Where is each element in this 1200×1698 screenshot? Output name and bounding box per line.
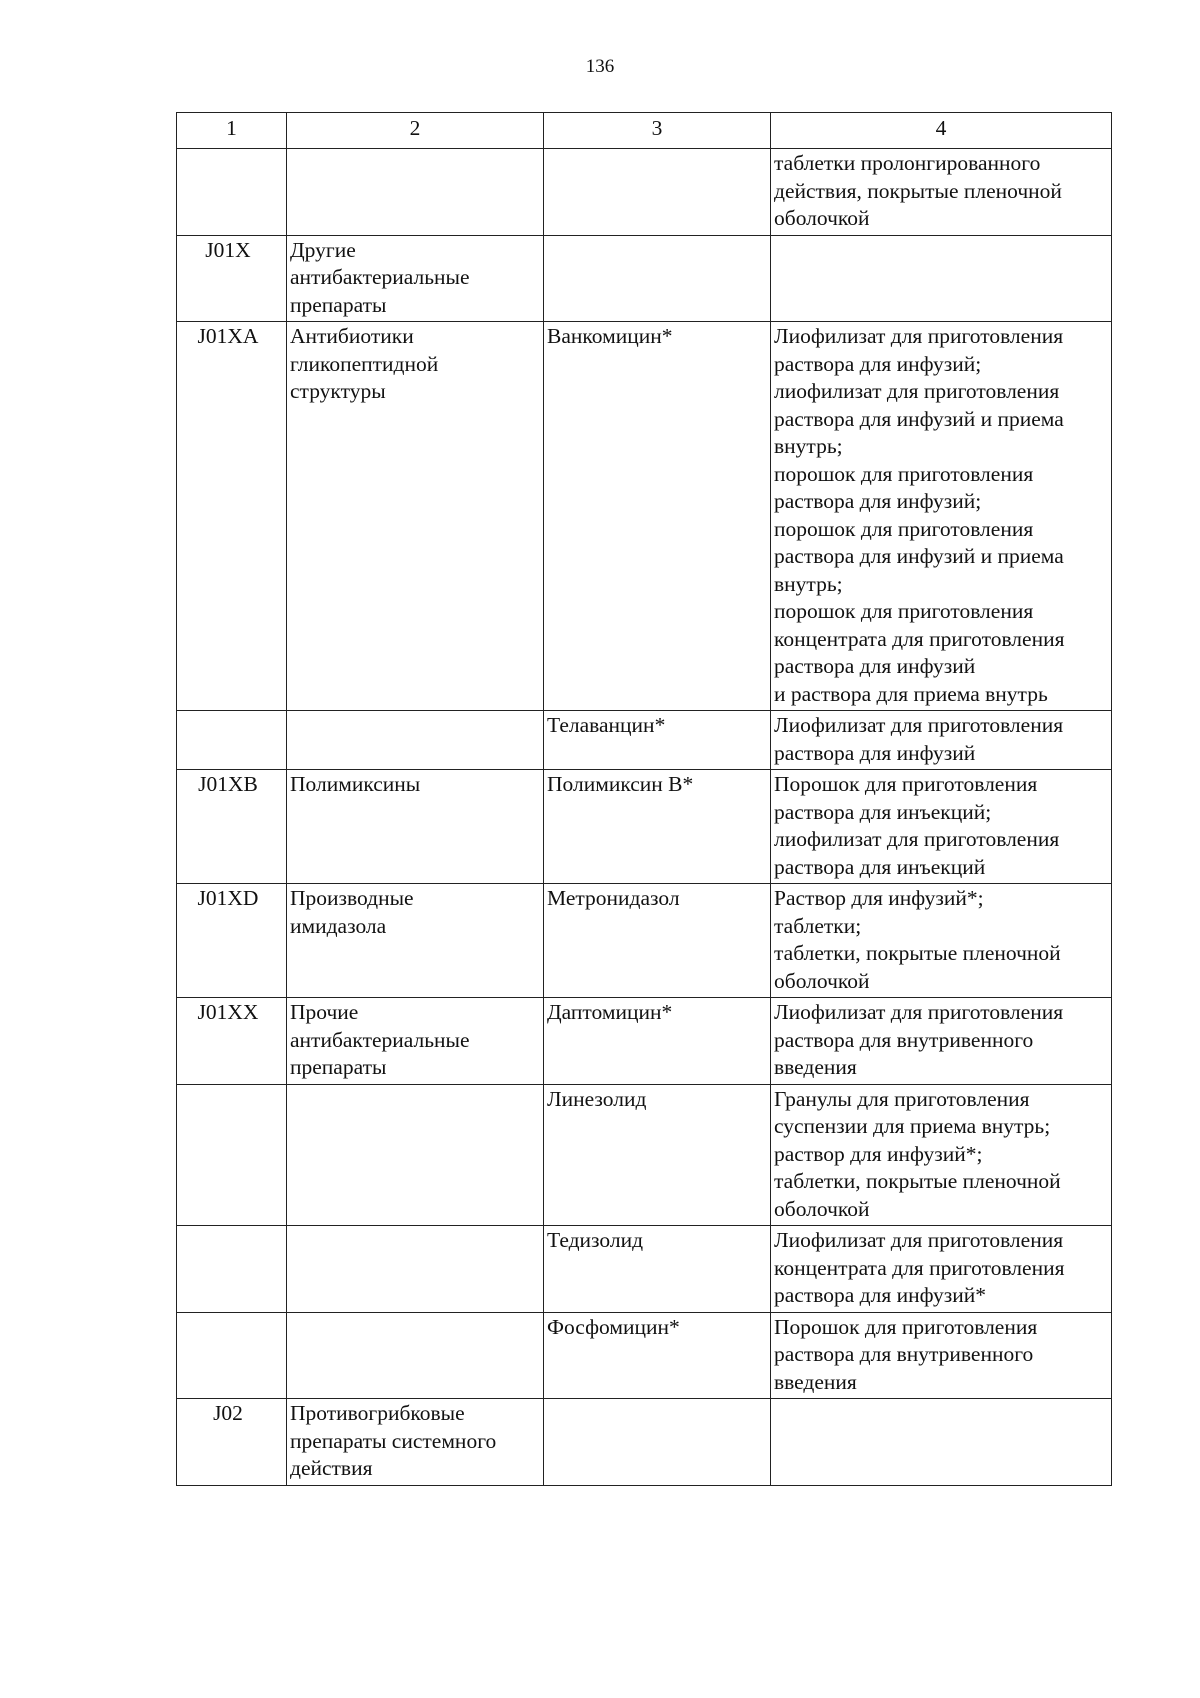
dosage-forms-cell — [771, 1312, 1112, 1399]
dosage-form-line: раствора для внутривенного — [774, 1027, 1034, 1052]
atc-code-cell — [177, 1399, 287, 1486]
dosage-form-line: порошок для приготовления — [774, 461, 1034, 486]
drug-name-cell — [544, 998, 771, 1085]
dosage-form-line: Лиофилизат для приготовления — [774, 324, 1064, 348]
dosage-form-line: раствора для инфузий; — [774, 489, 982, 513]
table-row — [177, 884, 1112, 998]
drug-name: Фосфомицин* — [547, 1314, 680, 1339]
dosage-form-line: Лиофилизат для приготовления — [774, 713, 1064, 737]
atc-code: J01XB — [198, 772, 258, 796]
atc-code: J01X — [205, 237, 251, 262]
group-name-line: действия — [290, 1456, 373, 1480]
drug-name: Ванкомицин* — [547, 324, 673, 348]
atc-code-cell — [177, 1226, 287, 1313]
atc-code-cell — [177, 998, 287, 1085]
dosage-form-line: оболочкой — [774, 206, 870, 230]
dosage-forms-cell — [771, 235, 1112, 322]
dosage-form-line: суспензии для приема внутрь; — [774, 1114, 1051, 1138]
group-name-cell — [287, 711, 544, 770]
dosage-form-line: действия, покрытые пленочной — [774, 178, 1062, 203]
dosage-form-line: Лиофилизат для приготовления — [774, 1228, 1064, 1252]
dosage-form-line: внутрь; — [774, 571, 843, 596]
dosage-forms-cell — [771, 884, 1112, 998]
dosage-forms-cell — [771, 770, 1112, 884]
dosage-form-line: таблетки, покрытые пленочной — [774, 941, 1061, 965]
group-name-cell — [287, 1084, 544, 1226]
drug-name-cell — [544, 1312, 771, 1399]
table-row — [177, 1226, 1112, 1313]
dosage-forms-cell — [771, 1399, 1112, 1486]
dosage-form-line: Порошок для приготовления — [774, 772, 1038, 796]
dosage-form-line: Раствор для инфузий*; — [774, 886, 984, 910]
group-name-cell — [287, 235, 544, 322]
dosage-form-line: Гранулы для приготовления — [774, 1086, 1030, 1111]
atc-code: J01XD — [197, 886, 259, 910]
dosage-form-line: введения — [774, 1369, 857, 1394]
group-name-cell — [287, 1399, 544, 1486]
drug-name-cell — [544, 1399, 771, 1486]
drug-name: Тедизолид — [547, 1228, 644, 1252]
dosage-forms-cell — [771, 711, 1112, 770]
atc-code-cell — [177, 1312, 287, 1399]
dosage-form-line: и раствора для приема внутрь — [774, 681, 1048, 706]
table-row — [177, 149, 1112, 236]
group-name-line: Другие — [290, 237, 356, 262]
atc-code-cell — [177, 884, 287, 998]
group-name-cell — [287, 998, 544, 1085]
table-row — [177, 1312, 1112, 1399]
atc-code-cell — [177, 149, 287, 236]
group-name-cell — [287, 322, 544, 711]
page-number: 136 — [585, 56, 615, 77]
dosage-form-line: раствора для инфузий — [774, 654, 976, 678]
table-row — [177, 711, 1112, 770]
dosage-form-line: лиофилизат для приготовления — [774, 827, 1060, 851]
group-name-line: антибактериальные — [290, 265, 470, 289]
group-name-cell — [287, 149, 544, 236]
dosage-form-line: раствора для инфузий и приема — [774, 544, 1064, 568]
header-cell-1: 1 — [177, 113, 287, 149]
atc-code-cell — [177, 711, 287, 770]
group-name-cell — [287, 1226, 544, 1313]
drug-name: Линезолид — [547, 1086, 647, 1111]
dosage-form-line: порошок для приготовления — [774, 599, 1034, 623]
drug-name-cell — [544, 149, 771, 236]
dosage-form-line: раствора для инфузий* — [774, 1283, 986, 1307]
header-cell-2: 2 — [287, 113, 544, 149]
group-name-cell — [287, 1312, 544, 1399]
atc-code-cell — [177, 322, 287, 711]
group-name-line: структуры — [290, 379, 386, 403]
dosage-forms-cell — [771, 322, 1112, 711]
group-name-line: Антибиотики — [290, 324, 414, 348]
drug-name: Телаванцин* — [547, 713, 666, 737]
drug-name-cell — [544, 711, 771, 770]
group-name-line: гликопептидной — [290, 351, 439, 376]
dosage-form-line: лиофилизат для приготовления — [774, 379, 1060, 403]
dosage-form-line: порошок для приготовления — [774, 516, 1034, 541]
group-name-line: Производные — [290, 886, 414, 910]
dosage-forms-cell — [771, 1084, 1112, 1226]
drug-name-cell — [544, 884, 771, 998]
atc-code-cell — [177, 770, 287, 884]
group-name-cell — [287, 770, 544, 884]
atc-code: J01XX — [197, 1000, 259, 1024]
dosage-form-line: раствора для инфузий и приема — [774, 406, 1064, 431]
drug-name-cell — [544, 235, 771, 322]
dosage-form-line: таблетки пролонгированного — [774, 151, 1041, 175]
dosage-form-line: внутрь; — [774, 434, 843, 458]
atc-code: J01XA — [197, 324, 259, 348]
group-name-line: Полимиксины — [290, 772, 421, 796]
dosage-form-line: раствор для инфузий*; — [774, 1141, 983, 1166]
atc-code-cell — [177, 1084, 287, 1226]
table-row — [177, 1399, 1112, 1486]
dosage-form-line: раствора для инъекций — [774, 854, 986, 879]
dosage-forms-cell — [771, 998, 1112, 1085]
group-name-line: препараты — [290, 1055, 387, 1079]
atc-code-cell — [177, 235, 287, 322]
dosage-forms-cell — [771, 1226, 1112, 1313]
dosage-form-line: оболочкой — [774, 968, 870, 993]
dosage-form-line: раствора для инфузий — [774, 740, 976, 765]
drug-name: Полимиксин В* — [547, 772, 694, 796]
group-name-line: препараты — [290, 292, 387, 317]
group-name-cell — [287, 884, 544, 998]
table-header-row — [177, 113, 1112, 149]
group-name-line: антибактериальные — [290, 1027, 470, 1052]
dosage-form-line: Порошок для приготовления — [774, 1314, 1038, 1339]
group-name-line: препараты системного — [290, 1428, 497, 1453]
group-name-line: Прочие — [290, 1000, 359, 1024]
header-cell-4: 4 — [771, 113, 1112, 149]
table-row — [177, 1084, 1112, 1226]
dosage-form-line: раствора для внутривенного — [774, 1342, 1034, 1366]
drug-name-cell — [544, 770, 771, 884]
table-row — [177, 322, 1112, 711]
dosage-form-line: оболочкой — [774, 1196, 870, 1221]
atc-code: J02 — [213, 1401, 243, 1425]
drug-name-cell — [544, 1226, 771, 1313]
dosage-form-line: таблетки; — [774, 913, 862, 938]
table-row — [177, 770, 1112, 884]
dosage-form-line: концентрата для приготовления — [774, 1255, 1065, 1280]
table-row — [177, 235, 1112, 322]
dosage-form-line: раствора для инфузий; — [774, 351, 982, 376]
header-cell-3: 3 — [544, 113, 771, 149]
drug-name-cell — [544, 1084, 771, 1226]
drug-name: Метронидазол — [547, 886, 680, 910]
drug-name-cell — [544, 322, 771, 711]
dosage-form-line: Лиофилизат для приготовления — [774, 1000, 1064, 1024]
dosage-form-line: концентрата для приготовления — [774, 626, 1065, 651]
dosage-form-line: раствора для инъекций; — [774, 799, 992, 824]
dosage-forms-cell — [771, 149, 1112, 236]
dosage-form-line: введения — [774, 1055, 857, 1079]
group-name-line: Противогрибковые — [290, 1401, 465, 1425]
group-name-line: имидазола — [290, 913, 387, 938]
table-row — [177, 998, 1112, 1085]
drug-name: Даптомицин* — [547, 1000, 673, 1024]
dosage-form-line: таблетки, покрытые пленочной — [774, 1169, 1061, 1193]
drug-table — [176, 112, 1112, 1486]
